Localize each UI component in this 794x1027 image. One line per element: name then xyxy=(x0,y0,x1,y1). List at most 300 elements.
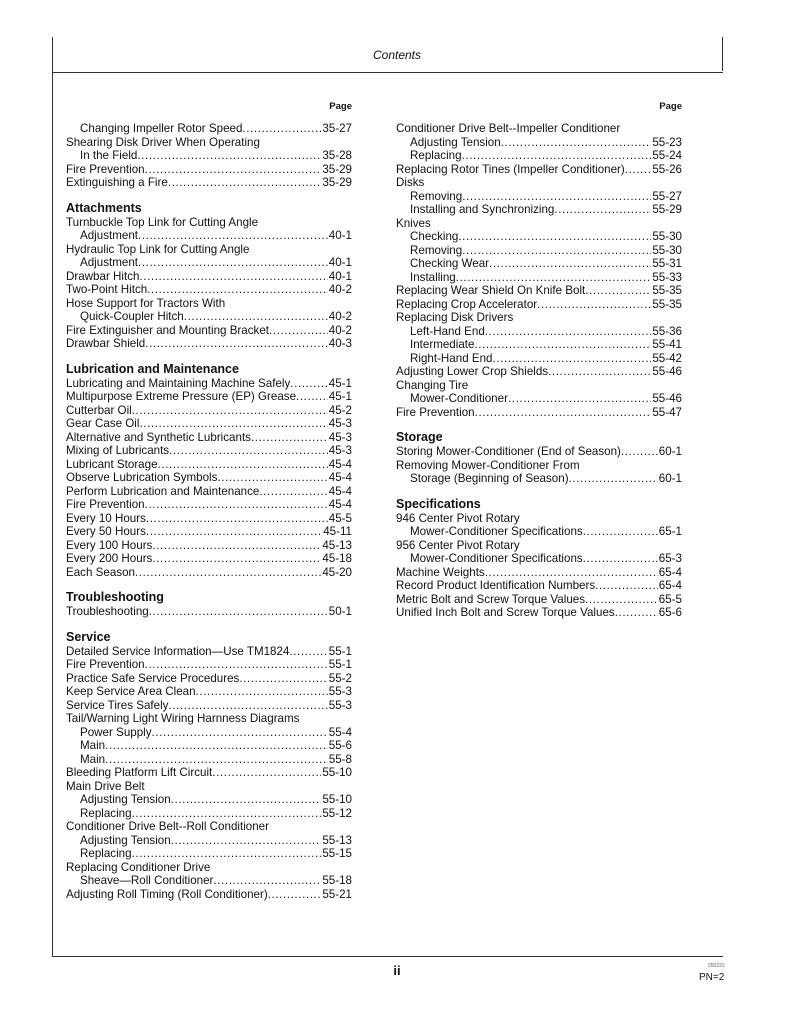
dot-leader xyxy=(105,739,328,753)
dot-leader xyxy=(583,525,658,539)
toc-entry-title: Drawbar Hitch xyxy=(66,269,140,283)
toc-entry[interactable] xyxy=(66,552,352,566)
toc-entry[interactable] xyxy=(396,352,682,366)
toc-entry-page: 45-13 xyxy=(322,538,352,552)
dot-leader xyxy=(196,685,328,699)
toc-entry-title: Metric Bolt and Screw Torque Values xyxy=(396,592,586,606)
toc-entry[interactable] xyxy=(66,888,352,902)
toc-entry[interactable] xyxy=(66,658,352,672)
dot-leader xyxy=(168,699,327,713)
toc-entry[interactable] xyxy=(396,284,682,298)
dot-leader xyxy=(242,122,321,136)
toc-entry-title: Mower-Conditioner xyxy=(410,392,508,405)
page-column-header: Page xyxy=(329,101,352,112)
toc-entry-title: Lubricating and Maintaining Machine Safely xyxy=(66,376,291,390)
toc-entry-page: 45-4 xyxy=(328,471,352,484)
toc-entry[interactable] xyxy=(66,122,352,136)
toc-entry-title: Bleeding Platform Lift Circuit xyxy=(66,766,213,779)
toc-entry-title: Observe Lubrication Symbols xyxy=(66,471,218,484)
toc-entry-title: Storing Mower-Conditioner (End of Season) xyxy=(396,445,621,458)
toc-entry-title: Perform Lubrication and Maintenance xyxy=(66,484,260,498)
toc-entry-title: Replacing xyxy=(410,149,462,162)
toc-entry[interactable] xyxy=(66,525,352,539)
toc-entry-title: Adjustment xyxy=(80,229,138,242)
toc-entry-page: 55-27 xyxy=(652,189,682,203)
toc-entry-page: 45-1 xyxy=(328,390,352,403)
dot-leader xyxy=(145,658,328,672)
toc-entry[interactable] xyxy=(66,874,352,888)
toc-entry-title: Replacing xyxy=(80,806,132,820)
toc-entry-page: 55-46 xyxy=(652,392,682,405)
dot-leader xyxy=(139,270,327,284)
section-heading: Lubrication and Maintenance xyxy=(66,361,239,376)
toc-entry-title: Detailed Service Information—Use TM1824 xyxy=(66,644,290,658)
toc-entry-page: 55-6 xyxy=(328,739,352,752)
toc-entry-page: 55-2 xyxy=(328,671,352,685)
toc-entry-page: 40-2 xyxy=(328,323,352,337)
toc-entry-page: 40-2 xyxy=(328,283,352,296)
toc-entry-title: Replacing Wear Shield On Knife Bolt xyxy=(396,284,586,297)
dot-leader xyxy=(169,444,328,458)
toc-entry[interactable] xyxy=(66,739,352,753)
toc-entry-title: Cutterbar Oil xyxy=(66,403,132,417)
toc-entry-title: Fire Prevention xyxy=(66,658,145,671)
toc-entry-page: 40-1 xyxy=(328,229,352,242)
toc-entry[interactable] xyxy=(396,271,682,285)
toc-entry[interactable] xyxy=(66,431,352,445)
toc-entry-page: 45-20 xyxy=(322,565,352,579)
section-heading: Storage xyxy=(396,430,443,444)
toc-entry-title: Quick-Coupler Hitch xyxy=(80,310,184,323)
toc-entry-page: 45-4 xyxy=(328,498,352,511)
toc-subheading: Hose Support for Tractors With xyxy=(66,296,226,310)
toc-entry-page: 65-4 xyxy=(658,579,682,592)
toc-entry-title: Main xyxy=(80,752,106,766)
toc-entry[interactable] xyxy=(396,230,682,244)
toc-entry-page: 65-5 xyxy=(658,592,682,606)
toc-entry-title: Unified Inch Bolt and Screw Torque Values xyxy=(396,606,615,619)
toc-entry-page: 45-18 xyxy=(322,552,352,565)
dot-leader xyxy=(290,377,327,391)
toc-subheading: Turnbuckle Top Link for Cutting Angle xyxy=(66,215,259,229)
toc-subheading: Conditioner Drive Belt--Roll Conditioner xyxy=(66,820,269,833)
toc-entry[interactable] xyxy=(66,726,352,740)
toc-entry[interactable] xyxy=(396,593,682,607)
section-heading: Specifications xyxy=(396,496,481,511)
dot-leader xyxy=(147,283,328,297)
toc-entry-page: 40-2 xyxy=(328,310,352,323)
dot-leader xyxy=(475,406,652,420)
dot-leader xyxy=(152,552,321,566)
toc-entry-page: 55-1 xyxy=(328,644,352,658)
toc-subheading: Hydraulic Top Link for Cutting Angle xyxy=(66,242,250,256)
dot-leader xyxy=(137,149,321,163)
dot-leader xyxy=(569,472,658,486)
toc-entry[interactable] xyxy=(396,149,682,163)
toc-entry[interactable] xyxy=(396,325,682,339)
toc-entry-title: Adjusting Roll Timing (Roll Conditioner) xyxy=(66,887,268,901)
toc-entry[interactable] xyxy=(66,337,352,351)
toc-entry[interactable] xyxy=(66,176,352,190)
toc-subheading: Replacing Conditioner Drive xyxy=(66,860,211,874)
toc-entry-title: Practice Safe Service Procedures xyxy=(66,671,240,685)
dot-leader xyxy=(508,392,651,406)
dot-leader xyxy=(132,807,322,821)
toc-entry[interactable] xyxy=(66,283,352,297)
toc-entry-title: Alternative and Synthetic Lubricants xyxy=(66,430,251,444)
dot-leader xyxy=(105,753,328,767)
frame-left-rule xyxy=(52,37,53,957)
toc-entry-page: 40-3 xyxy=(328,337,352,350)
dot-leader xyxy=(145,498,328,512)
dot-leader xyxy=(171,793,322,807)
toc-entry[interactable] xyxy=(66,766,352,780)
toc-entry-page: 40-1 xyxy=(328,256,352,269)
page-column-header: Page xyxy=(659,101,682,112)
toc-entry-title: Mower-Conditioner Specifications xyxy=(410,552,583,565)
toc-entry-page: 55-24 xyxy=(652,149,682,162)
dot-leader xyxy=(554,203,651,217)
toc-entry[interactable] xyxy=(396,190,682,204)
toc-entry-title: Troubleshooting xyxy=(66,605,149,618)
toc-subheading: Main Drive Belt xyxy=(66,779,145,793)
toc-entry[interactable] xyxy=(66,310,352,324)
toc-entry-page: 45-1 xyxy=(328,376,352,390)
toc-entry-page: 55-13 xyxy=(322,833,352,847)
toc-entry-page: 55-46 xyxy=(652,365,682,378)
section-heading: Troubleshooting xyxy=(66,590,164,604)
toc-entry[interactable] xyxy=(396,365,682,379)
toc-entry[interactable] xyxy=(396,445,682,459)
dot-leader xyxy=(149,605,328,619)
toc-entry[interactable] xyxy=(66,324,352,338)
toc-entry-page: 45-3 xyxy=(328,444,352,457)
toc-entry[interactable] xyxy=(66,512,352,526)
toc-entry[interactable] xyxy=(396,244,682,258)
toc-entry-page: 60-1 xyxy=(658,472,682,485)
toc-entry-page: 45-5 xyxy=(328,511,352,525)
toc-entry-page: 65-3 xyxy=(658,552,682,565)
dot-leader xyxy=(152,726,328,740)
dot-leader xyxy=(259,485,327,499)
dot-leader xyxy=(135,566,321,580)
toc-entry-page: 45-3 xyxy=(328,430,352,444)
toc-entry-page: 55-41 xyxy=(652,338,682,351)
toc-entry-page: 50-1 xyxy=(328,605,352,618)
toc-entry-title: Every 50 Hours xyxy=(66,525,146,538)
toc-entry[interactable] xyxy=(66,149,352,163)
toc-entry[interactable] xyxy=(66,256,352,270)
toc-entry-title: Checking xyxy=(410,230,459,243)
toc-entry[interactable] xyxy=(396,579,682,593)
footer-code: 050222 xyxy=(708,963,725,969)
dot-leader xyxy=(138,229,328,243)
toc-entry[interactable] xyxy=(66,485,352,499)
toc-entry-page: 55-15 xyxy=(322,847,352,860)
dot-leader xyxy=(625,163,652,177)
footer-pn: PN=2 xyxy=(699,972,725,983)
toc-entry-title: Keep Service Area Clean xyxy=(66,685,196,698)
toc-entry-title: Adjusting Tension xyxy=(80,833,171,847)
frame-top-rule xyxy=(52,72,723,73)
toc-entry[interactable] xyxy=(66,753,352,767)
toc-left-list xyxy=(66,122,352,901)
toc-entry-title: Intermediate xyxy=(410,338,475,351)
dot-leader xyxy=(615,606,658,620)
toc-entry-page: 55-10 xyxy=(322,766,352,779)
toc-entry[interactable] xyxy=(66,685,352,699)
toc-entry-page: 55-23 xyxy=(652,135,682,149)
dot-leader xyxy=(462,149,652,163)
toc-entry-title: Service Tires Safely xyxy=(66,698,169,712)
toc-entry-page: 35-28 xyxy=(322,149,352,162)
section-heading: Attachments xyxy=(66,200,142,215)
toc-entry-page: 55-35 xyxy=(652,297,682,311)
toc-subheading: Replacing Disk Drivers xyxy=(396,311,514,324)
toc-entry-title: Replacing Rotor Tines (Impeller Conditioner) xyxy=(396,162,625,176)
dot-leader xyxy=(239,672,327,686)
toc-entry[interactable] xyxy=(396,406,682,420)
toc-subheading: Shearing Disk Driver When Operating xyxy=(66,135,260,149)
toc-entry[interactable] xyxy=(396,392,682,406)
dot-leader xyxy=(184,310,328,324)
toc-entry-page: 55-42 xyxy=(652,351,682,365)
toc-entry-title: Power Supply xyxy=(80,725,152,739)
dot-leader xyxy=(489,257,651,271)
toc-entry-page: 65-4 xyxy=(658,565,682,579)
toc-entry-title: Two-Point Hitch xyxy=(66,283,148,296)
toc-entry[interactable] xyxy=(396,257,682,271)
toc-entry-page: 35-29 xyxy=(322,176,352,189)
toc-entry-title: Replacing xyxy=(80,847,132,860)
toc-entry[interactable] xyxy=(396,298,682,312)
toc-entry[interactable] xyxy=(66,163,352,177)
toc-entry[interactable] xyxy=(66,566,352,580)
toc-entry-page: 55-4 xyxy=(328,725,352,739)
dot-leader xyxy=(585,284,651,298)
toc-entry-title: Adjusting Tension xyxy=(80,793,171,806)
toc-subheading: 956 Center Pivot Rotary xyxy=(396,538,520,552)
dot-leader xyxy=(485,566,658,580)
toc-left-column xyxy=(66,100,352,901)
toc-entry[interactable] xyxy=(66,417,352,431)
toc-entry[interactable] xyxy=(66,605,352,619)
dot-leader xyxy=(493,352,652,366)
dot-leader xyxy=(501,136,652,150)
toc-subheading: Tail/Warning Light Wiring Harnness Diagrams xyxy=(66,712,300,725)
toc-entry-title: Installing and Synchronizing xyxy=(410,203,555,216)
toc-entry-page: 55-35 xyxy=(652,284,682,297)
toc-entry[interactable] xyxy=(396,203,682,217)
dot-leader xyxy=(458,230,651,244)
dot-leader xyxy=(462,244,651,258)
toc-entry-page: 45-2 xyxy=(328,403,352,417)
toc-entry-title: Storage (Beginning of Season) xyxy=(410,472,569,485)
dot-leader xyxy=(145,337,328,351)
toc-entry-title: Each Season xyxy=(66,565,135,579)
dot-leader xyxy=(485,325,652,339)
toc-entry-title: Every 10 Hours xyxy=(66,511,146,525)
dot-leader xyxy=(138,256,328,270)
toc-entry[interactable] xyxy=(396,525,682,539)
toc-entry-title: Lubricant Storage xyxy=(66,457,158,471)
toc-entry-title: Fire Prevention xyxy=(396,405,475,419)
dot-leader xyxy=(268,888,322,902)
toc-entry-page: 55-31 xyxy=(652,257,682,270)
toc-entry-page: 55-26 xyxy=(652,162,682,176)
toc-entry-title: Sheave—Roll Conditioner xyxy=(80,874,214,887)
toc-entry-title: Fire Prevention xyxy=(66,162,145,176)
toc-entry-page: 55-12 xyxy=(322,806,352,820)
toc-entry-page: 55-18 xyxy=(322,874,352,887)
toc-entry-title: Extinguishing a Fire xyxy=(66,176,168,189)
toc-entry[interactable] xyxy=(396,163,682,177)
toc-entry[interactable] xyxy=(66,471,352,485)
toc-entry[interactable] xyxy=(66,270,352,284)
dot-leader xyxy=(168,176,322,190)
toc-entry-page: 55-8 xyxy=(328,752,352,766)
toc-entry[interactable] xyxy=(396,566,682,580)
toc-entry-title: Removing xyxy=(410,243,463,257)
toc-entry-title: Every 100 Hours xyxy=(66,538,153,552)
toc-entry-title: Adjustment xyxy=(80,256,138,269)
toc-entry-title: Adjusting Tension xyxy=(410,135,501,149)
section-heading: Service xyxy=(66,629,111,644)
toc-entry[interactable] xyxy=(66,645,352,659)
toc-entry[interactable] xyxy=(66,390,352,404)
toc-entry-title: Right-Hand End xyxy=(410,351,493,365)
toc-subheading: Conditioner Drive Belt--Impeller Conditioner xyxy=(396,122,621,135)
toc-entry-title: Machine Weights xyxy=(396,565,485,579)
toc-entry-page: 55-3 xyxy=(328,685,352,698)
dot-leader xyxy=(146,512,328,526)
toc-entry-title: Record Product Identification Numbers xyxy=(396,579,596,592)
toc-entry-title: Installing xyxy=(410,270,456,284)
toc-entry-page: 55-30 xyxy=(652,230,682,243)
toc-entry[interactable] xyxy=(66,498,352,512)
toc-entry-page: 40-1 xyxy=(328,269,352,283)
toc-entry[interactable] xyxy=(66,539,352,553)
toc-entry-page: 65-6 xyxy=(658,606,682,619)
dot-leader xyxy=(217,471,327,485)
dot-leader xyxy=(213,874,321,888)
toc-entry[interactable] xyxy=(66,672,352,686)
toc-entry-title: Main xyxy=(80,739,106,752)
toc-entry-page: 55-33 xyxy=(652,270,682,284)
toc-entry[interactable] xyxy=(396,552,682,566)
toc-entry[interactable] xyxy=(66,807,352,821)
toc-subheading: Removing Mower-Conditioner From xyxy=(396,458,580,472)
dot-leader xyxy=(296,390,328,404)
dot-leader xyxy=(132,404,328,418)
dot-leader xyxy=(621,445,658,459)
toc-entry[interactable] xyxy=(66,793,352,807)
toc-entry-page: 45-4 xyxy=(328,457,352,471)
toc-entry[interactable] xyxy=(66,458,352,472)
dot-leader xyxy=(212,766,321,780)
dot-leader xyxy=(289,645,327,659)
toc-entry[interactable] xyxy=(66,377,352,391)
dot-leader xyxy=(474,338,651,352)
dot-leader xyxy=(251,431,328,445)
toc-entry-title: Gear Case Oil xyxy=(66,417,140,430)
page-title: Contents xyxy=(372,48,422,62)
toc-entry-title: Fire Extinguisher and Mounting Bracket xyxy=(66,323,269,337)
dot-leader xyxy=(462,190,651,204)
toc-entry-title: Checking Wear xyxy=(410,257,490,270)
toc-entry-page: 65-1 xyxy=(658,525,682,538)
toc-entry-title: Replacing Crop Accelerator xyxy=(396,297,538,311)
dot-leader xyxy=(132,847,322,861)
dot-leader xyxy=(595,579,658,593)
dot-leader xyxy=(269,324,328,338)
toc-entry[interactable] xyxy=(66,229,352,243)
toc-subheading: Changing Tire xyxy=(396,378,469,392)
toc-entry[interactable] xyxy=(396,472,682,486)
toc-entry[interactable] xyxy=(396,606,682,620)
toc-subheading: Knives xyxy=(396,216,431,230)
toc-entry[interactable] xyxy=(66,444,352,458)
toc-entry-page: 45-11 xyxy=(323,525,352,538)
toc-entry-page: 55-29 xyxy=(652,203,682,216)
toc-entry-title: Removing xyxy=(410,189,463,203)
frame-bottom-rule xyxy=(52,956,723,957)
toc-entry-page: 60-1 xyxy=(658,445,682,458)
toc-entry[interactable] xyxy=(66,847,352,861)
toc-entry-title: Adjusting Lower Crop Shields xyxy=(396,365,549,378)
toc-entry-page: 55-36 xyxy=(652,324,682,338)
toc-entry-page: 55-30 xyxy=(652,243,682,257)
toc-entry-page: 55-3 xyxy=(328,698,352,712)
toc-entry-title: Mixing of Lubricants xyxy=(66,444,170,457)
toc-entry-page: 55-21 xyxy=(322,887,352,901)
toc-entry-title: Drawbar Shield xyxy=(66,337,146,350)
toc-entry-page: 55-47 xyxy=(652,405,682,419)
toc-entry-title: Every 200 Hours xyxy=(66,552,153,565)
dot-leader xyxy=(548,365,651,379)
dot-leader xyxy=(146,525,322,539)
dot-leader xyxy=(152,539,321,553)
dot-leader xyxy=(583,552,658,566)
dot-leader xyxy=(171,834,322,848)
toc-entry-page: 35-29 xyxy=(322,162,352,176)
toc-subheading: 946 Center Pivot Rotary xyxy=(396,511,520,525)
toc-right-list xyxy=(396,122,682,620)
toc-entry[interactable] xyxy=(66,699,352,713)
toc-entry-page: 35-27 xyxy=(322,122,352,135)
toc-entry[interactable] xyxy=(396,338,682,352)
dot-leader xyxy=(537,298,651,312)
footer-page-number: ii xyxy=(393,963,401,978)
toc-entry-title: In the Field xyxy=(80,149,138,162)
dot-leader xyxy=(145,163,322,177)
toc-entry-title: Multipurpose Extreme Pressure (EP) Grease xyxy=(66,390,297,403)
toc-entry-page: 45-4 xyxy=(328,484,352,498)
dot-leader xyxy=(158,458,328,472)
toc-entry-title: Fire Prevention xyxy=(66,498,145,511)
dot-leader xyxy=(139,417,327,431)
toc-entry[interactable] xyxy=(66,404,352,418)
toc-entry-page: 55-10 xyxy=(322,793,352,806)
toc-entry[interactable] xyxy=(396,136,682,150)
toc-entry-title: Changing Impeller Rotor Speed xyxy=(80,122,243,135)
toc-entry[interactable] xyxy=(66,834,352,848)
dot-leader xyxy=(585,593,658,607)
toc-entry-title: Left-Hand End xyxy=(410,324,485,338)
toc-entry-page: 55-1 xyxy=(328,658,352,671)
toc-entry-page: 45-3 xyxy=(328,417,352,430)
toc-subheading: Disks xyxy=(396,176,425,189)
